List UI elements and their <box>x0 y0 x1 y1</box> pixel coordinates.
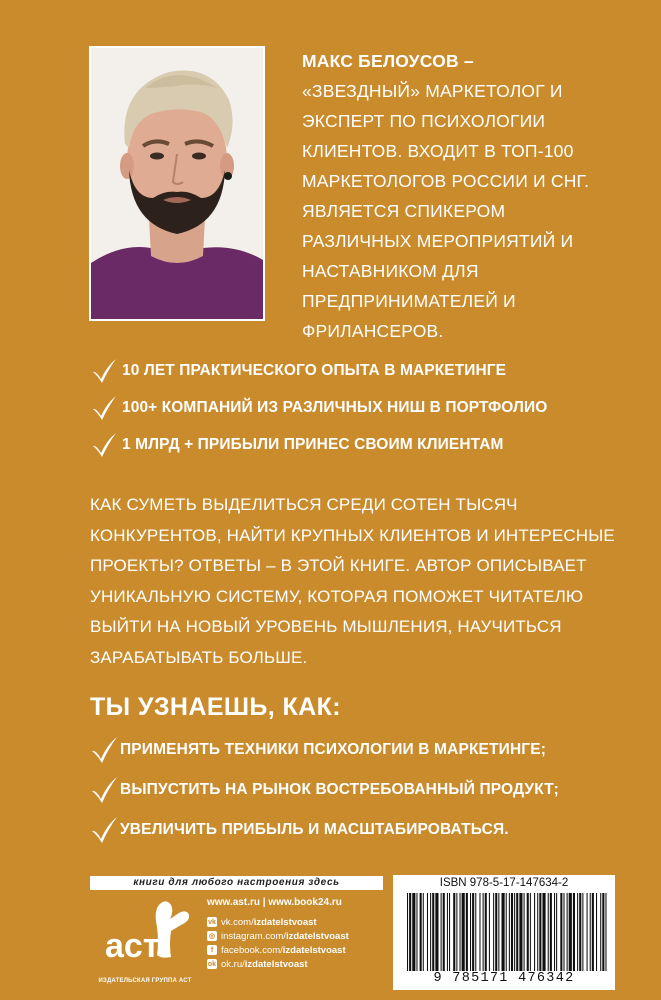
checkmark-icon <box>90 431 118 459</box>
barcode-bar <box>423 893 424 971</box>
author-facts-list <box>90 352 650 463</box>
barcode-digits: 9 785171 476342 <box>433 971 575 986</box>
learn-item-text: ПРИМЕНЯТЬ ТЕХНИКИ ПСИХОЛОГИИ В МАРКЕТИНГЕ; <box>120 741 547 758</box>
bio-line: ЭКСПЕРТ ПО ПСИХОЛОГИИ <box>302 111 546 131</box>
learn-item-text: ВЫПУСТИТЬ НА РЫНОК ВОСТРЕБОВАННЫЙ ПРОДУКТ; <box>120 781 559 798</box>
barcode-bar <box>407 893 408 971</box>
barcode-bar <box>511 893 513 971</box>
fact-text: 100+ КОМПАНИЙ ИЗ РАЗЛИЧНЫХ НИШ В ПОРТФОЛИО <box>122 398 548 416</box>
barcode-bar <box>600 893 601 971</box>
barcode-bar <box>530 893 531 971</box>
fact-text: 10 ЛЕТ ПРАКТИЧЕСКОГО ОПЫТА В МАРКЕТИНГЕ <box>122 361 507 379</box>
barcode-bar <box>582 893 583 971</box>
barcode-bar <box>596 893 597 971</box>
barcode-bar <box>554 893 555 971</box>
checkmark-icon <box>90 735 118 765</box>
bio-line: ФРИЛАНСЕРОВ. <box>302 321 444 341</box>
barcode-bar <box>447 893 448 971</box>
social-handle: izdatelstvoast <box>285 930 349 942</box>
author-portrait-image <box>91 48 263 319</box>
barcode-bar <box>420 893 422 971</box>
barcode-bar <box>509 893 510 971</box>
barcode-bar <box>527 893 529 971</box>
learn-heading: ТЫ УЗНАЕШЬ, КАК: <box>90 693 341 721</box>
fact-item <box>90 426 650 463</box>
social-prefix: facebook.com/ <box>221 944 283 956</box>
barcode-bar <box>534 893 535 971</box>
ast-logo-icon <box>101 897 195 973</box>
learn-item-text: УВЕЛИЧИТЬ ПРИБЫЛЬ И МАСШТАБИРОВАТЬСЯ. <box>120 821 509 838</box>
barcode-bar <box>472 893 474 971</box>
barcode-bar <box>498 893 499 971</box>
barcode-bar <box>495 893 497 971</box>
barcode-bar <box>590 893 591 971</box>
book-description <box>90 490 650 673</box>
barcode-bar <box>556 893 557 971</box>
barcode-bar <box>441 893 442 971</box>
description-line: ПРОЕКТЫ? ОТВЕТЫ – В ЭТОЙ КНИГЕ. АВТОР ОПИСЫВАЕТ <box>90 556 587 575</box>
barcode-bar <box>412 893 415 971</box>
fact-item <box>90 352 650 389</box>
learn-item <box>90 770 650 810</box>
barcode-bar <box>539 893 541 971</box>
checkmark-icon <box>90 775 118 805</box>
social-link-facebook[interactable] <box>207 943 349 957</box>
bio-line: МАРКЕТОЛОГОВ РОССИИ И СНГ. <box>302 171 590 191</box>
bio-line: «ЗВЕЗДНЫЙ» МАРКЕТОЛОГ И <box>302 81 563 101</box>
social-handle: izdatelstvoast <box>244 958 308 970</box>
barcode-bar <box>443 893 445 971</box>
social-link-vk[interactable] <box>207 915 349 929</box>
isbn-number: ISBN 978-5-17-147634-2 <box>439 877 569 889</box>
barcode-bar <box>519 893 522 971</box>
description-line: ЗАРАБАТЫВАТЬ БОЛЬШЕ. <box>90 647 308 667</box>
barcode-bar <box>489 893 490 971</box>
barcode-bar <box>435 893 438 971</box>
learn-item <box>90 730 650 770</box>
fact-item <box>90 389 650 426</box>
social-links <box>207 915 349 971</box>
learn-item <box>90 810 650 850</box>
barcode-bar <box>430 893 431 971</box>
barcode-bar <box>449 893 450 971</box>
bio-line: КЛИЕНТОВ. ВХОДИТ В ТОП-100 <box>302 141 574 161</box>
barcode-bar <box>592 893 594 971</box>
publisher-websites[interactable]: www.ast.ru | www.book24.ru <box>207 897 342 908</box>
barcode-bar <box>432 893 434 971</box>
description-line: КОНКУРЕНТОВ, НАЙТИ КРУПНЫХ КЛИЕНТОВ И ИНТЕРЕСНЫЕ <box>90 525 615 545</box>
barcode-bar <box>479 893 480 971</box>
learn-list <box>90 730 650 850</box>
social-link-odnoklassniki[interactable] <box>207 957 349 971</box>
barcode-bar <box>453 893 455 971</box>
social-handle: izdatelstvoast <box>282 944 346 956</box>
barcode-bar <box>569 893 572 971</box>
barcode-bar <box>516 893 518 971</box>
bio-line: НАСТАВНИКОМ ДЛЯ <box>302 261 479 281</box>
barcode-bar <box>416 893 417 971</box>
barcode-bar <box>485 893 487 971</box>
description-line: ВЫЙТИ НА НОВЫЙ УРОВЕНЬ МЫШЛЕНИЯ, НАУЧИТЬСЯ <box>90 617 562 636</box>
barcode-bar <box>427 893 428 971</box>
barcode-bar <box>514 893 515 971</box>
description-line: УНИКАЛЬНУЮ СИСТЕМУ, КОТОРАЯ ПОМОЖЕТ ЧИТАТЕЛЮ <box>90 586 584 606</box>
social-prefix: instagram.com/ <box>221 930 286 942</box>
barcode-bar <box>524 893 525 971</box>
barcode-bar <box>567 893 568 971</box>
barcode-bar <box>542 893 545 971</box>
checkmark-icon <box>90 357 118 385</box>
vk-icon: vk <box>208 918 216 926</box>
odnoklassniki-icon: ok <box>207 960 217 968</box>
barcode-bar <box>605 893 606 971</box>
publisher-tagline: книги для любого настроения здесь <box>90 876 383 890</box>
barcode-bar <box>506 893 507 971</box>
barcode-bar <box>560 893 562 971</box>
barcode-bar <box>460 893 461 971</box>
bio-line: ПРЕДПРИНИМАТЕЛЕЙ И <box>302 291 516 311</box>
facebook-icon: f <box>207 945 217 955</box>
bio-line: РАЗЛИЧНЫХ МЕРОПРИЯТИЙ И <box>302 231 574 251</box>
barcode-bar <box>470 893 471 971</box>
barcode-bar <box>548 893 549 971</box>
barcode-bar <box>456 893 457 971</box>
social-prefix: ok.ru/ <box>221 958 245 970</box>
bio-line: ЯВЛЯЕТСЯ СПИКЕРОМ <box>302 201 506 221</box>
barcode-bar <box>466 893 468 971</box>
checkmark-icon <box>90 394 118 422</box>
checkmark-icon <box>90 815 118 845</box>
barcode-bar <box>409 893 411 971</box>
barcode-panel <box>393 875 615 990</box>
barcode-image <box>407 893 607 971</box>
author-bio <box>302 46 647 346</box>
author-name: МАКС БЕЛОУСОВ – <box>302 51 474 71</box>
social-prefix: vk.com/ <box>221 916 254 928</box>
author-photo <box>89 46 265 321</box>
barcode-bar <box>462 893 465 971</box>
publisher-group-name: ИЗДАТЕЛЬСКАЯ ГРУППА АСТ <box>98 978 192 984</box>
instagram-icon: ◎ <box>208 933 216 940</box>
barcode-bar <box>493 893 494 971</box>
barcode-bar <box>587 893 588 971</box>
barcode-bar <box>475 893 476 971</box>
barcode-bar <box>573 893 575 971</box>
svg-text:аст: аст <box>105 927 160 965</box>
barcode-bar <box>563 893 564 971</box>
barcode-bar <box>502 893 505 971</box>
barcode-bar <box>602 893 604 971</box>
barcode-bar <box>577 893 578 971</box>
fact-text: 1 МЛРД + ПРИБЫЛИ ПРИНЕС СВОИМ КЛИЕНТАМ <box>122 435 504 453</box>
barcode-bar <box>537 893 538 971</box>
description-line: КАК СУМЕТЬ ВЫДЕЛИТЬСЯ СРЕДИ СОТЕН ТЫСЯЧ <box>90 495 518 514</box>
barcode-bar <box>579 893 581 971</box>
social-link-instagram[interactable] <box>207 929 349 943</box>
barcode-bar <box>483 893 484 971</box>
barcode-bar <box>550 893 552 971</box>
social-handle: izdatelstvoast <box>253 916 317 928</box>
